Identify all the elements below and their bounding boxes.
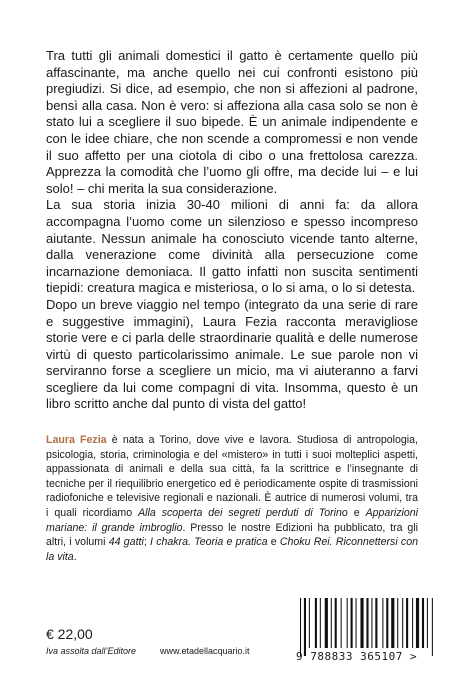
description-paragraph-2: La sua storia inizia 30-40 milioni di anni fa: da allora accompagna l’uomo come un silenzioso e spesso incompreso aiutante. Nessun animale ha conosciuto vicende tanto alterne, dalla venerazione come divinità alla persecuzione come incarnazione demoniaca. Il gatto infatti non suscita sentimenti tiepidi: creatura magica e misteriosa, o lo si ama, o lo si detesta.: [46, 197, 418, 296]
description-paragraph-1: Tra tutti gli animali domestici il gatto è certamente quello più affascinante, ma anche quello nei cui confronti esistono più pregiudizi. Si dice, ad esempio, che non si affezioni al padrone, bensì alla casa. Non è vero: si affeziona alla casa solo se non è stato lui a scegliere il suo bipede. È un animale indipendente e con le idee chiare, che non scende a compromessi e non vende il suo affetto per una ciotola di cibo o una frettolosa carezza. Apprezza la comodità che l’uomo gli offre, ma decide lui – e lui solo! – chi merita la sua considerazione.: [46, 48, 418, 196]
bio-text-6: .: [73, 550, 77, 563]
bio-text-4: ;: [143, 536, 151, 549]
author-bio-paragraph: [46, 433, 418, 564]
price-label: € 22,00: [46, 626, 93, 642]
bio-book-title-1: Alla scoperta dei segreti perduti di Torino: [138, 506, 348, 519]
description-paragraph-3: Dopo un breve viaggio nel tempo (integrato da una serie di rare e suggestive immagini), Laura Fezia racconta meravigliose storie vere e ci parla delle straordinarie qualità e delle numerose virtù di questo particolarissimo animale. Le sue parole non vi serviranno forse a scegliere un micio, ma vi aiuteranno a farvi scegliere da lui come compagni di vita. Insomma, questo è un libro scritto anche dal punto di vista del gatto!: [46, 296, 418, 412]
bio-text-1: è nata a Torino, dove vive e lavora. Studiosa di antropologia, psicologia, storia, criminologia e del «mistero» in tutti i suoi molteplici aspetti, appassionata di animali e della sua città, fa la scrittrice e l’insegnante di tecniche per il riequilibrio energetico ed è periodicamente ospite di trasmissioni radiofoniche e televisive regionali e nazionali. È autrice di numerosi volumi, tra i quali ricordiamo: [46, 434, 418, 519]
bio-book-title-5: Choku Rei. Riconnettersi con la vita: [46, 536, 419, 563]
publisher-website: www.etadellacquario.it: [160, 646, 250, 656]
vat-note: Iva assolta dall’Editore: [46, 646, 137, 656]
barcode-digits: 9 788833 365107 >: [296, 650, 418, 663]
bio-text-5: e: [267, 536, 280, 549]
bio-text-2: e: [347, 506, 366, 519]
book-description: [46, 48, 418, 413]
bio-book-title-3: 44 gatti: [108, 536, 144, 549]
isbn-barcode: [298, 598, 448, 658]
bio-book-title-2: Apparizioni mariane: il grande imbroglio: [46, 506, 418, 534]
author-bio: [46, 433, 418, 564]
bio-text-3: . Presso le nostre Edizioni ha pubblicato, tra gli altri, i volumi: [46, 521, 418, 549]
author-name: Laura Fezia: [46, 434, 107, 446]
bio-book-title-4: I chakra. Teoria e pratica: [150, 536, 268, 549]
